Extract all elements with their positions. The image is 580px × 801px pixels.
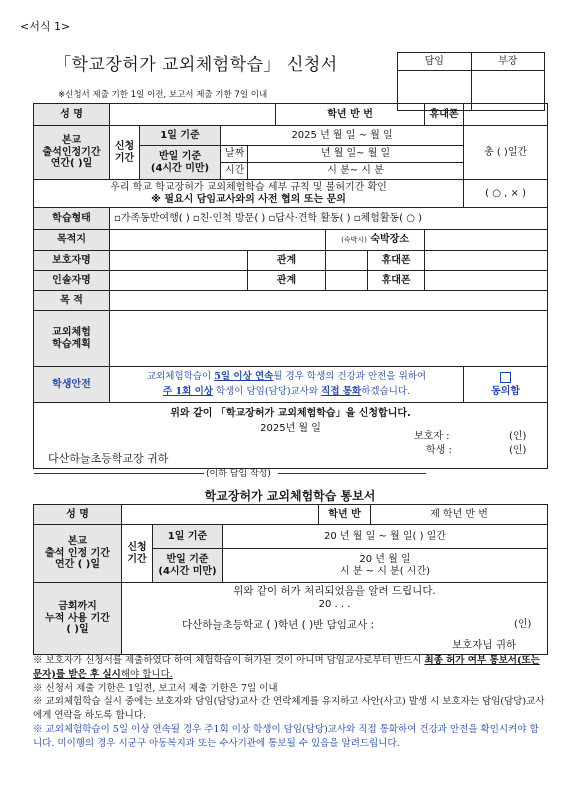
half-time-label: 시간 [221,163,248,180]
agree-checkbox[interactable]: 동의함 [464,367,548,403]
note-1: ※ 보호자가 신청서를 제출하였다 하여 체험학습이 허가된 것이 아니며 담임교사로부터 반드시 최종 허가 여부 통보서(또는 문자)를 받은 후 실시해야 합니다. [33,655,540,680]
approval-homeroom-label: 담임 [398,53,472,71]
type-label: 학습형태 [34,208,110,230]
student-seal[interactable]: (인) [509,445,527,456]
note-4: ※ 교외체험학습이 5일 이상 연속될 경우 주1회 이상 학생이 담임(담당)교사와 직접 통화하여 건강과 안전을 확인시켜야 합니다. 미이행의 경우 시군구 아동복지과 또는 수사기관에 통보될 수 있음을 알려드립니다. [33,723,539,749]
guardian-phone-field[interactable] [425,251,548,271]
apply-signature-block: 위와 같이 「학교장허가 교외체험학습」을 신청합니다. 2025년 월 일 보호자 : (인) 학생 : (인) 다산하늘초등학교장 귀하 [34,403,548,469]
application-table [33,103,548,469]
stay-label: (숙박시) 숙박장소 [326,230,425,251]
name-field[interactable] [110,104,276,126]
school-addressee: 다산하늘초등학교장 귀하 [48,452,169,465]
half-basis-label: 반일 기준 (4시간 미만) [140,146,221,180]
relation-field[interactable] [326,251,368,271]
report-seal[interactable]: (인) [514,619,532,630]
safety-text: 교외체험학습이 5일 이상 연속될 경우 학생의 건강과 안전을 위하여 주 1회 이상 학생이 담임(담당)교사와 직접 통화하겠습니다. [110,367,464,403]
plan-label: 교외체험 학습계획 [34,311,110,367]
divider-line-right [278,473,426,474]
guardian-phone-label: 휴대폰 [368,251,425,271]
phone-field[interactable] [464,104,548,126]
report-notice-block: 위와 같이 허가 처리되었음을 알려 드립니다. 20 . . . 다산하늘초등학교 ( )학년 ( )반 담임교사 : (인) 보호자님 귀하 [122,583,548,655]
form-number: <서식 1> [20,20,71,33]
report-cumulative-label: 금회까지 누적 사용 기간 ( )일 [34,583,122,655]
day-basis-label: 1일 기준 [140,126,221,146]
note-3: ※ 교외체험학습 실시 중에는 보호자와 담임(담당)교사 간 연락체계를 유지하고 사안(사고) 발생 시 보호자는 담임(담당)교사에게 연락을 하도록 합니다. [33,696,545,722]
leader-phone-field[interactable] [425,271,548,291]
divider-line-left [34,473,204,474]
half-date-field[interactable]: 년 월 일~ 월 일 [248,146,464,163]
rules-confirm-mark[interactable]: ( ○ , × ) [464,180,548,208]
apply-period-label: 신청 기간 [110,126,140,180]
report-grade-field[interactable]: 제 학년 반 번 [371,505,548,525]
destination-field[interactable] [110,230,326,251]
plan-field[interactable] [110,311,548,367]
report-half-field[interactable]: 20 년 월 일 시 분 ~ 시 분( 시간) [223,549,548,583]
approval-head-label: 부장 [471,53,545,71]
guardian-field[interactable] [110,251,248,271]
divider-label: (이하 담임 작성) [206,469,271,479]
report-day-field[interactable]: 20 년 월 일 ~ 월 일( ) 일간 [223,525,548,549]
report-day-basis: 1일 기준 [153,525,223,549]
period-label: 본교 출석인정기간 연간( )일 [34,126,110,180]
report-table [33,504,548,655]
leader-field[interactable] [110,271,248,291]
half-time-field[interactable]: 시 분~ 시 분 [248,163,464,180]
report-period-label: 본교 출석 인정 기간 연간 ( )일 [34,525,122,583]
destination-label: 목적지 [34,230,110,251]
purpose-label: 목 적 [34,291,110,311]
report-addressee: 보호자님 귀하 [452,639,517,651]
guardian-seal[interactable]: (인) [509,431,527,442]
report-name-label: 성 명 [34,505,122,525]
leader-label: 인솔자명 [34,271,110,291]
report-name-field[interactable] [122,505,319,525]
safety-label: 학생안전 [34,367,110,403]
half-date-label: 날짜 [221,146,248,163]
stay-field[interactable] [425,230,548,251]
report-title: 학교장허가 교외체험학습 통보서 [204,489,376,503]
rules-confirm: 우리 학교 학교장허가 교외체험학습 세부 규칙 및 불허기간 확인 ※ 필요시 담임교사와의 사전 협의 또는 문의 [34,180,464,208]
purpose-field[interactable] [110,291,548,311]
total-days-field[interactable]: 총 ( )일간 [464,126,548,180]
report-apply-label: 신청 기간 [122,525,153,583]
leader-relation-label: 관계 [248,271,326,291]
report-grade-label: 학년 반 [319,505,371,525]
grade-label: 학년 반 번 [276,104,425,126]
notes [33,654,545,750]
leader-relation-field[interactable] [326,271,368,291]
report-half-basis: 반일 기준 (4시간 미만) [153,549,223,583]
day-period-field[interactable]: 2025 년 월 일 ~ 월 일 [221,126,464,146]
relation-label: 관계 [248,251,326,271]
checkbox-icon[interactable] [500,372,511,383]
note-2: ※ 신청서 제출 기한은 1일전, 보고서 제출 기한은 7일 이내 [33,682,278,694]
subtitle: ※신청서 제출 기한 1일 이전, 보고서 제출 기한 7일 이내 [58,90,268,100]
page-title: 「학교장허가 교외체험학습」 신청서 [54,55,338,75]
leader-phone-label: 휴대폰 [368,271,425,291]
type-options[interactable]: ▫가족동반여행( ) ▫친·인척 방문( ) ▫답사·견학 활동( ) ▫체험활동( ○ ) [110,208,548,230]
guardian-label: 보호자명 [34,251,110,271]
phone-label: 휴대폰 [425,104,464,126]
name-label: 성 명 [34,104,110,126]
